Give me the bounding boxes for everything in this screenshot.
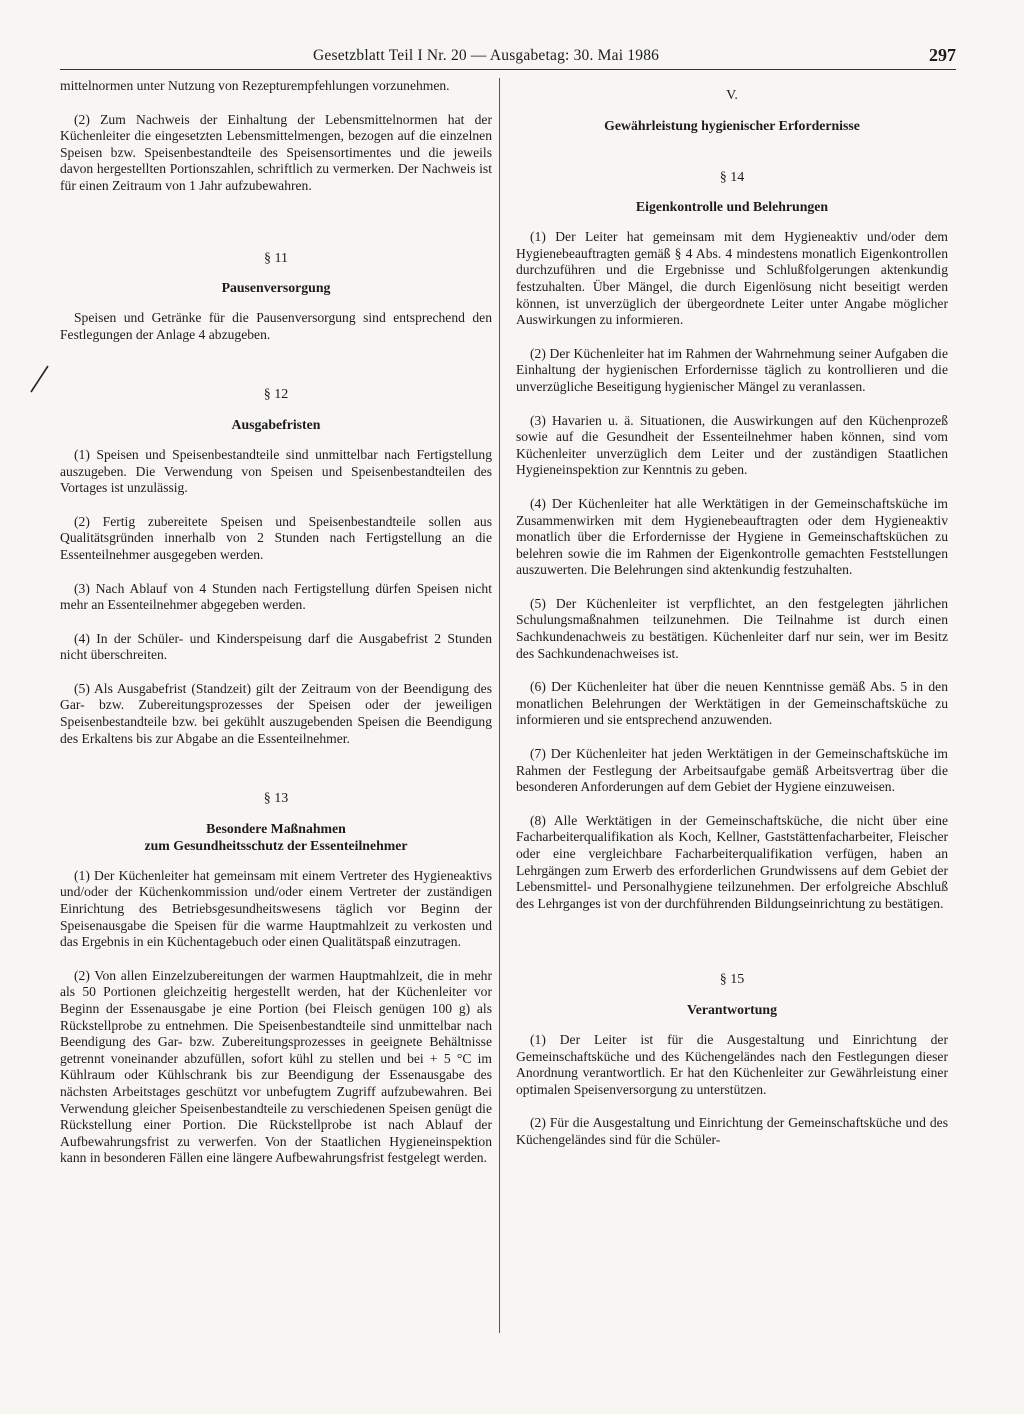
- paragraph-s14-4: (4) Der Küchenleiter hat alle Werktätigen in der Gemeinschaftsküche im Zusammenwirken mit dem Hygienebeauftragten oder dem Hygieneaktiv monatlich über die Erfordernisse der Hygiene in Gemeinschaftsküchen zu belehren sowie die im Rahmen der Eigenkontrolle gemachten Feststellungen auszuwerten. Die Belehrungen sind aktenkundig festzuhalten.: [516, 495, 948, 578]
- section-title-12: Ausgabefristen: [231, 416, 321, 432]
- section-title-13-line1: Besondere Maßnahmen: [206, 820, 346, 836]
- paragraph-s13-1: (1) Der Küchenleiter hat gemeinsam mit einem Vertreter des Hygieneaktivs und/oder der Küchenkommission und/oder einem Vertreter der zuständigen Einrichtung des Betriebsgesundheitswesens täglich vor Beginn der Speisenausgabe die Speisen für die warme Hauptmahlzeit zu verkosten und das Ergebnis in ein Küchentagebuch oder einen Qualitätspaß einzutragen.: [60, 867, 492, 950]
- part-title: Gewährleistung hygienischer Erfordernisse: [604, 117, 860, 133]
- page-header: [60, 44, 956, 68]
- section-title-14: Eigenkontrolle und Belehrungen: [635, 199, 829, 215]
- header-rule: [60, 69, 956, 70]
- section-number-13: § 13: [263, 791, 289, 807]
- paragraph-s15-1: (1) Der Leiter ist für die Ausgestaltung und Einrichtung der Gemeinschaftsküche und des Küchengeländes nach den Festlegungen dieser Anordnung verantwortlich. Er hat den Küchenleiter zur Gewährleistung einer optimalen Speisenversorgung zu unterstützen.: [516, 1031, 948, 1097]
- paragraph-s12-4: (4) In der Schüler- und Kinderspeisung darf die Ausgabefrist 2 Stunden nicht überschreiten.: [60, 630, 492, 663]
- left-column: [60, 78, 492, 1184]
- paragraph-s14-7: (7) Der Küchenleiter hat jeden Werktätigen in der Gemeinschaftsküche im Rahmen der Festlegung der Arbeitsaufgabe gemäß Arbeitsvertrag über die besonderen Anforderungen auf dem Gebiet der Hygiene einzuweisen.: [516, 746, 948, 795]
- paragraph-s14-5: (5) Der Küchenleiter ist verpflichtet, an den festgelegten jährlichen Schulungsmaßnahmen teilzunehmen. Die Teilnahme ist durch einen Sachkundenachweis zu bestätigen. Küchenleiter darf nur sein, wer im Besitz des Sachkundenachweises ist.: [516, 595, 948, 661]
- paragraph-s14-8: (8) Alle Werktätigen in der Gemeinschaftsküche, die nicht über eine Facharbeiterqualifikation als Koch, Kellner, Gaststättenfacharbeiter, Fleischer oder eine vergleichbare Facharbeiterqualifikation verfügen, haben an Lehrgängen zum Erwerb des erforderlichen Grundwissens auf dem Gebiet der Lebensmittel- und Personalhygiene teilzunehmen. Der erfolgreiche Abschluß des Lehrganges ist von der durchführenden Bildungseinrichtung zu bestätigen.: [516, 812, 948, 911]
- paragraph-continued: mittelnormen unter Nutzung von Rezepturempfehlungen vorzunehmen.: [60, 78, 450, 93]
- paragraph-s12-1: (1) Speisen und Speisenbestandteile sind unmittelbar nach Fertigstellung auszugeben. Die Verwendung von Speisen und Speisenbestandteilen des Vortages ist unzulässig.: [60, 446, 492, 496]
- paragraph-s14-6: (6) Der Küchenleiter hat über die neuen Kenntnisse gemäß Abs. 5 in den monatlichen Belehrungen der Werktätigen in der Gemeinschaftsküche zu informieren und sie entsprechend anzuwenden.: [516, 679, 948, 728]
- margin-pen-mark: [28, 364, 50, 394]
- column-divider: [499, 78, 500, 1333]
- paragraph-s14-1: (1) Der Leiter hat gemeinsam mit dem Hygieneaktiv und/oder dem Hygienebeauftragten gemäß § 4 Abs. 4 mindestens monatlich Eigenkontrollen durchzuführen und die Ergebnisse und Schlußfolgerungen aktenkundig festzuhalten. Über Mängel, die durch Eigenlösung nicht beseitigt werden können, ist unverzüglich der übergeordnete Leiter unter Angabe möglicher Auswirkungen zu informieren.: [516, 229, 948, 328]
- page-number: 297: [929, 45, 956, 65]
- paragraph-s12-3: (3) Nach Ablauf von 4 Stunden nach Fertigstellung dürfen Speisen nicht mehr an Essenteilnehmer abgegeben werden.: [60, 580, 492, 613]
- section-title-11: Pausenversorgung: [221, 280, 331, 296]
- section-number-14: § 14: [719, 169, 745, 185]
- section-number-15: § 15: [719, 972, 745, 988]
- section-title-15: Verantwortung: [687, 1001, 777, 1017]
- section-number-11: § 11: [264, 250, 288, 266]
- section-title-13-line2: zum Gesundheitsschutz der Essenteilnehmer: [144, 837, 408, 853]
- paragraph-s12-2: (2) Fertig zubereitete Speisen und Speisenbestandteile sollen aus Qualitätsgründen innerhalb von 2 Stunden nach Fertigstellung an die Essenteilnehmer ausgegeben werden.: [60, 513, 492, 562]
- right-column: [516, 78, 948, 1166]
- paragraph-s12-5: (5) Als Ausgabefrist (Standzeit) gilt der Zeitraum von der Beendigung des Gar- bzw. Zubereitungsprozesses der Speisen oder der jeweiligen Speisenbestandteile bzw. bei gekühlt auszugebenden Speisen die Beendigung des Erkaltens bis zur Abgabe an die Essenteilnehmer.: [60, 680, 492, 746]
- paragraph-s14-3: (3) Havarien u. ä. Situationen, die Auswirkungen auf den Küchenprozeß sowie auf die Gesundheit der Essenteilnehmer haben können, sind vom Küchenleiter unverzüglich dem Leiter und der zuständigen Staatlichen Hygieneinspektion zur Kenntnis zu geben.: [516, 412, 948, 478]
- section-number-12: § 12: [263, 387, 289, 403]
- running-title: Gesetzblatt Teil I Nr. 20 — Ausgabetag: 30. Mai 1986: [313, 47, 660, 64]
- part-number: V.: [726, 88, 738, 103]
- paragraph-s11: Speisen und Getränke für die Pausenversorgung sind entsprechend den Festlegungen der Anlage 4 abzugeben.: [60, 310, 492, 342]
- section-title-13: [60, 820, 492, 854]
- paragraph-s14-2: (2) Der Küchenleiter hat im Rahmen der Wahrnehmung seiner Aufgaben die Einhaltung der hygienischen Erfordernisse täglich zu kontrollieren und die unverzügliche Beseitigung hygienischer Mängel zu veranlassen.: [516, 345, 948, 394]
- paragraph-s15-2: (2) Für die Ausgestaltung und Einrichtung der Gemeinschaftsküche und des Küchengeländes sind für die Schüler-: [516, 1115, 948, 1147]
- paragraph-s10-2: (2) Zum Nachweis der Einhaltung der Lebensmittelnormen hat der Küchenleiter die eingesetzten Lebensmittelmengen, bezogen auf die einzelnen Speisen bzw. Speisenbestandteile des Speisensortimentes und die jeweils davon hergestellten Portionszahlen, schriftlich zu vermerken. Der Nachweis ist für einen Zeitraum von 1 Jahr aufzubewahren.: [60, 111, 492, 193]
- paragraph-s13-2: (2) Von allen Einzelzubereitungen der warmen Hauptmahlzeit, die in mehr als 50 Portionen gleichzeitig hergestellt werden, hat der Küchenleiter vor Beginn der Essenausgabe je eine Portion (bei Fleisch genügen 100 g) als Rückstellprobe zu entnehmen. Die Speisenbestandteile sind unmittelbar nach Beendigung des Gar- bzw. Zubereitungsprozesses in geeignete Behältnisse getrennt voneinander abzufüllen, sofort kühl zu stellen und bei + 5 °C im Kühlraum oder Kühlschrank bis zur Beendigung der Essenausgabe des nächsten Arbeitstages geschützt vor unbefugtem Zugriff aufzubewahren. Bei Verwendung gleicher Speisenbestandteile zu verschiedenen Speisen genügt die Rückstellung einer Portion. Die Rückstellprobe ist nach Ablauf der Aufbewahrungsfrist zu verwerfen. Von der Staatlichen Hygieneinspektion kann in besonderen Fällen eine längere Aufbewahrungsfrist festgelegt werden.: [60, 967, 492, 1166]
